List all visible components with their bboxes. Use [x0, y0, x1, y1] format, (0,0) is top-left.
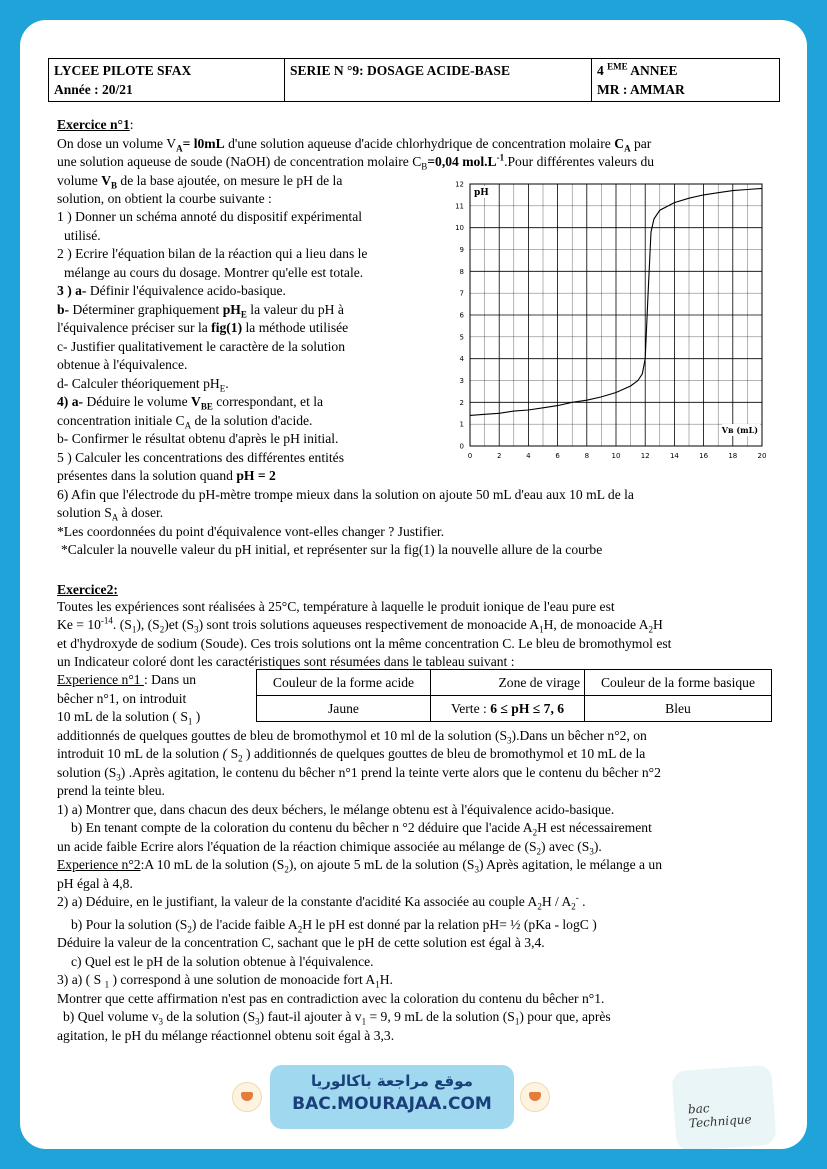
- ex1-q6d: *Calculer la nouvelle valeur du pH initial, et représenter sur la fig(1) la nouvelle allure de la courbe: [61, 542, 603, 557]
- x-tick-label: 0: [467, 452, 473, 460]
- ex1-q1: 1 ) Donner un schéma annoté du dispositif expérimental: [57, 209, 363, 224]
- table-header-zone: Zone de virage: [431, 670, 585, 696]
- y-tick-label: 10: [455, 224, 464, 233]
- ex1-q3d: d- Calculer théoriquement $pH_E$.: [57, 376, 229, 394]
- series-title: SERIE N °9: DOSAGE ACIDE-BASE: [290, 63, 510, 78]
- y-tick-label: 2: [459, 398, 464, 407]
- x-tick-label: 14: [669, 452, 679, 460]
- school-year: Année : 20/21: [54, 82, 133, 97]
- x-axis-label: Vʙ (mL): [721, 425, 758, 435]
- ex2-q1b: b) En tenant compte de la coloration du contenu du bêcher n °2 déduire que l'acide $A_2H$ est nécessairement: [71, 820, 652, 838]
- y-tick-label: 5: [459, 333, 464, 342]
- ex1-q5: 5 ) Calculer les concentrations des différentes entités: [57, 450, 345, 465]
- table-header-basic: Couleur de la forme basique: [585, 670, 772, 696]
- level: 4 $^{EME}$ ANNEE: [597, 61, 678, 78]
- ex1-q1b: utilisé.: [64, 228, 101, 243]
- y-tick-label: 7: [459, 289, 464, 298]
- ex1-q4b: b- Confirmer le résultat obtenu d'après le pH initial.: [57, 431, 339, 446]
- ex1-q4a2: concentration initiale $C_A$ de la solution d'acide.: [57, 413, 313, 431]
- y-tick-label: 1: [459, 420, 464, 429]
- ex1-q6c: *Les coordonnées du point d'équivalence vont-elles changer ? Justifier.: [57, 524, 445, 539]
- ex2-p4: un Indicateur coloré dont les caractéristiques sont résumées dans le tableau suivant :: [57, 654, 515, 669]
- bac-technique-logo: bac Technique: [671, 1065, 776, 1149]
- header-school-cell: [49, 59, 285, 101]
- y-tick-label: 11: [455, 202, 464, 211]
- ex2-exp2: Experience n°2:A 10 mL de la solution $(S_2)$, on ajoute 5 mL de la solution $(S_3)$ Après agitation, le mélange a un: [57, 857, 663, 875]
- x-tick-label: 16: [699, 452, 709, 460]
- ex1-q6: 6) Afin que l'électrode du pH-mètre trompe mieux dans la solution on ajoute 50 mL d'eau aux 10 mL de la: [57, 487, 634, 502]
- ex2-q3c: b) Quel volume $v_3$ de la solution $(S_3)$ faut-il ajouter à $v_1 = 9$, 9 mL de la solution $(S_1)$ pour que, après: [63, 1009, 611, 1027]
- ex1-line2: une solution aqueuse de soude (NaOH) de concentration molaire $C_B=0,04$ $mol.L^{-1}.Pour$ différentes valeurs du: [57, 152, 655, 172]
- ex2-q1a: 1) a) Montrer que, dans chacun des deux béchers, le mélange obtenu est à l'équivalence acido-basique.: [57, 802, 615, 817]
- table-cell-zone: Verte : 6 ≤ pH ≤ 7, 6: [431, 696, 585, 722]
- ex2-q3c2: agitation, le pH du mélange réactionnel obtenu soit égal à 3,3.: [57, 1028, 395, 1043]
- ex2-q2c: c) Quel est le pH de la solution obtenue à l'équivalence.: [71, 954, 374, 969]
- x-tick-label: 6: [555, 452, 560, 460]
- table-row-header: [257, 670, 772, 696]
- ex2-q3b: Montrer que cette affirmation n'est pas en contradiction avec la coloration du contenu du bêcher n°1.: [57, 991, 605, 1006]
- y-tick-label: 0: [459, 442, 464, 451]
- banner-site: BAC.MOURAJAA.COM: [292, 1094, 492, 1114]
- ex1-title: Exercice n°1: [57, 117, 130, 132]
- table-header-acid: Couleur de la forme acide: [257, 670, 431, 696]
- y-tick-label: 8: [459, 267, 464, 276]
- ex2-p5: additionnés de quelques gouttes de bleu de bromothymol et 10 ml de la solution $(S_3).Dans$ un bêcher n°2, on: [57, 728, 647, 746]
- ex2-p1: Toutes les expériences sont réalisées à 25°C, température à laquelle le produit ionique de l'eau pure est: [57, 599, 615, 614]
- x-tick-label: 12: [640, 452, 650, 460]
- header-level-cell: [592, 59, 779, 101]
- ex1-title-line: Exercice n°1:: [57, 117, 134, 132]
- ex1-q3b2: l'équivalence préciser sur la fig(1) la méthode utilisée: [57, 320, 349, 335]
- x-tick-label: 20: [757, 452, 767, 460]
- ex2-p3: et d'hydroxyde de sodium (Soude). Ces trois solutions ont la même concentration C. Le bleu de bromothymol est: [57, 636, 672, 651]
- ex2-title: Exercice2:: [57, 582, 118, 597]
- ex2-exp1-line3: 10 mL de la solution ( $S_1$ ): [57, 709, 201, 727]
- banner-arabic: موقع مراجعة باكالوريا: [311, 1072, 473, 1090]
- ex1-q3a: 3 ) a- Définir l'équivalence acido-basique.: [57, 283, 286, 298]
- ex2-q2a: 2) a) Déduire, en le justifiant, la valeur de la constante d'acidité Ka associée au couple $A_2H / A_2^-$ .: [57, 892, 586, 912]
- left-logo-icon: [232, 1082, 262, 1112]
- y-axis-label: pH: [474, 188, 489, 198]
- ex1-q4a: 4) a- Déduire le volume $V_{BE}$ correspondant, et la: [57, 394, 324, 412]
- ex2-q2b2: Déduire la valeur de la concentration C, sachant que le pH de cette solution est égal à 3,4.: [57, 935, 545, 950]
- indicator-table: [256, 669, 772, 722]
- ex1-line4: solution, on obtient la courbe suivante :: [57, 191, 272, 206]
- header-series-cell: [285, 59, 592, 101]
- ph-chart-svg: [432, 168, 772, 464]
- ex2-exp1-line2: bêcher n°1, on introduit: [57, 691, 187, 706]
- ex2-p5c: solution $(S_3)$ .Après agitation, le contenu du bêcher n°1 prend la teinte verte alors que le contenu du bêcher n°2: [57, 765, 661, 783]
- table-cell-basic: Bleu: [585, 696, 772, 722]
- table-row-values: [257, 696, 772, 722]
- header-table: [48, 58, 780, 102]
- ex1-q2: 2 ) Ecrire l'équation bilan de la réaction qui a lieu dans le: [57, 246, 368, 261]
- x-tick-label: 2: [496, 452, 502, 460]
- teacher-name: MR : AMMAR: [597, 82, 685, 97]
- ex1-q5b: présentes dans la solution quand pH = 2: [57, 468, 276, 483]
- ex2-exp1-line1: Experience n°1 : Dans un: [57, 672, 197, 687]
- table-cell-acid: Jaune: [257, 696, 431, 722]
- ph-chart: [432, 168, 772, 464]
- ex2-p6: prend la teinte bleu.: [57, 783, 165, 798]
- x-tick-label: 8: [584, 452, 590, 460]
- ex1-line3: volume $V_B$ de la base ajoutée, on mesure le pH de la: [57, 173, 343, 191]
- y-tick-label: 9: [459, 246, 464, 254]
- ex2-p5b: introduit 10 mL de la solution ( $S_2$ ) additionnés de quelques gouttes de bleu de bromothymol et 10 mL de la: [57, 746, 646, 764]
- ex2-q1b2: un acide faible Ecrire alors l'équation de la réaction chimique associée au mélange de $(S_2)$ avec $(S_3)$.: [57, 839, 602, 857]
- right-logo-icon: [520, 1082, 550, 1112]
- x-tick-label: 18: [728, 452, 738, 460]
- page: [20, 20, 807, 1149]
- ex2-q3a: 3) a) ( S $_1$ ) correspond à une solution de monoacide fort $A_1H$.: [57, 972, 393, 990]
- ex1-line1: On dose un volume $V_A= l0mL$ d'une solution aqueuse d'acide chlorhydrique de concentration molaire $C_A$ par: [57, 136, 652, 154]
- ex2-p2: $Ke = 10^{-14}$. $(S_1)$, $(S_2)et$ $(S_3)$ sont trois solutions aqueuses respectivement de monoacide $A_1H$, de monoacide $A_2H$: [57, 615, 663, 635]
- ex1-q3b: b- Déterminer graphiquement $pH_E$ la valeur du pH à: [57, 302, 344, 320]
- ex1-q3c2: obtenue à l'équivalence.: [57, 357, 188, 372]
- ex1-q6b: solution $S_A$ à doser.: [57, 505, 164, 523]
- ex2-exp2b: pH égal à 4,8.: [57, 876, 133, 891]
- ex1-q3c: c- Justifier qualitativement le caractère de la solution: [57, 339, 345, 354]
- ex1-q2b: mélange au cours du dosage. Montrer qu'elle est totale.: [64, 265, 364, 280]
- y-tick-label: 6: [459, 311, 464, 320]
- x-tick-label: 10: [611, 452, 621, 460]
- site-banner[interactable]: [270, 1065, 514, 1129]
- ex2-q2b: b) Pour la solution $(S_2)$ de l'acide faible $A_2H$ le pH est donné par la relation pH= ½ (pKa - logC ): [71, 917, 597, 935]
- school-name: LYCEE PILOTE SFAX: [54, 63, 192, 78]
- x-tick-label: 4: [526, 452, 531, 460]
- y-tick-label: 3: [459, 377, 464, 385]
- exp1-label: Experience n°1: [57, 672, 144, 687]
- y-tick-label: 12: [455, 180, 464, 189]
- y-tick-label: 4: [459, 355, 464, 364]
